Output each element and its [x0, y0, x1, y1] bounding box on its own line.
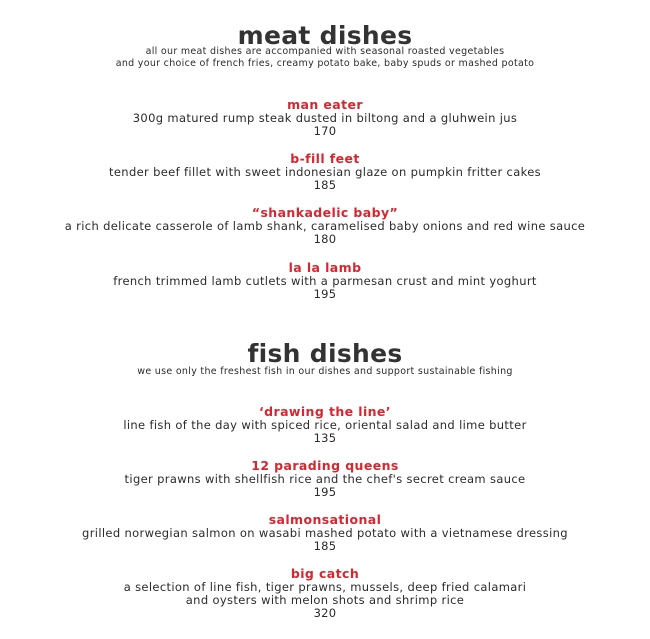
dish-description: french trimmed lamb cutlets with a parmesan crust and mint yoghurt [113, 274, 537, 288]
fish-section-title: fish dishes [247, 339, 403, 368]
meat-section-note-line2: and your choice of french fries, creamy potato bake, baby spuds or mashed potato [115, 58, 535, 69]
dish-price: 170 [313, 124, 337, 138]
dish-la-la-lamb [0, 260, 650, 301]
dish-shankadelic-baby [0, 205, 650, 246]
dish-salmonsational [0, 512, 650, 553]
dish-description: a selection of line fish, tiger prawns, mussels, deep fried calamari [123, 580, 527, 594]
dish-price: 195 [313, 485, 337, 499]
dish-price: 185 [313, 539, 337, 553]
meat-section-title: meat dishes [237, 21, 413, 50]
dish-description: a rich delicate casserole of lamb shank, caramelised baby onions and red wine sauce [64, 219, 586, 233]
dish-man-eater [0, 97, 650, 138]
dish-description: 300g matured rump steak dusted in biltong and a gluhwein jus [132, 111, 518, 125]
dish-name: “shankadelic baby” [251, 205, 399, 220]
dish-price: 320 [313, 606, 337, 620]
dish-description: grilled norwegian salmon on wasabi mashed potato with a vietnamese dressing [82, 526, 568, 540]
meat-section-note-line1: all our meat dishes are accompanied with seasonal roasted vegetables [145, 46, 505, 57]
dish-description: tender beef fillet with sweet indonesian glaze on pumpkin fritter cakes [109, 165, 541, 179]
dish-drawing-the-line [0, 404, 650, 445]
dish-name: 12 parading queens [251, 458, 399, 473]
dish-name: man eater [287, 97, 363, 112]
dish-name: la la lamb [288, 260, 362, 275]
dish-price: 135 [313, 431, 337, 445]
dish-12-parading-queens [0, 458, 650, 499]
dish-name: salmonsational [268, 512, 382, 527]
dish-b-fill-feet [0, 151, 650, 192]
dish-name: ‘drawing the line’ [259, 404, 391, 419]
dish-description-line2: and oysters with melon shots and shrimp rice [185, 593, 465, 607]
dish-price: 195 [313, 287, 337, 301]
dish-name: b-fill feet [290, 151, 360, 166]
dish-price: 185 [313, 178, 337, 192]
dish-description: tiger prawns with shellfish rice and the chef's secret cream sauce [124, 472, 526, 486]
fish-section-note-line1: we use only the freshest fish in our dishes and support sustainable fishing [137, 366, 513, 377]
dish-name: big catch [290, 566, 360, 581]
dish-price: 180 [313, 232, 337, 246]
dish-description: line fish of the day with spiced rice, oriental salad and lime butter [123, 418, 527, 432]
dish-big-catch [0, 566, 650, 620]
